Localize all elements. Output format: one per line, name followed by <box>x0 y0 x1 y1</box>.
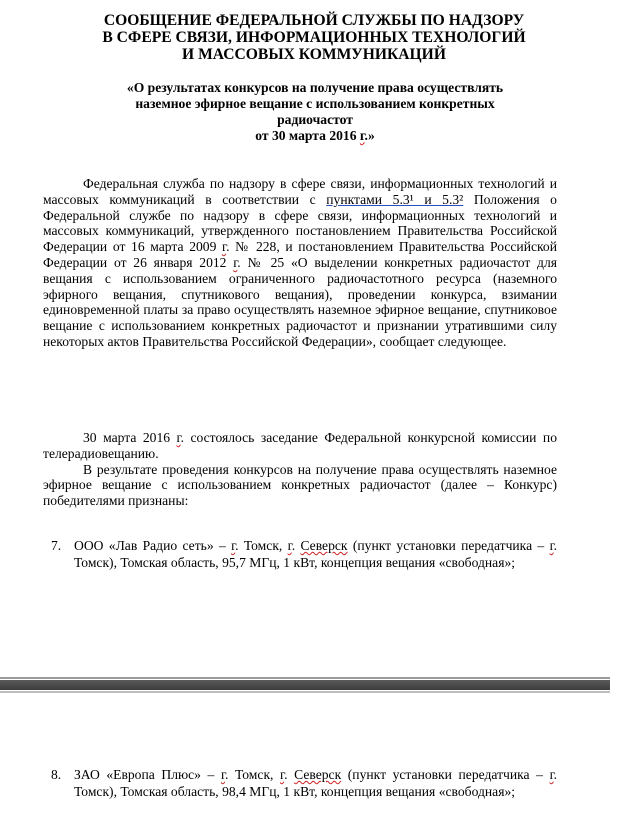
intro-section <box>43 176 557 350</box>
document-header <box>40 12 588 63</box>
spellcheck-word: г <box>549 538 554 553</box>
spellcheck-word: г <box>231 538 236 553</box>
list-number: 7. <box>51 538 62 553</box>
list-number: 8. <box>51 767 62 782</box>
page-break-divider <box>0 680 610 690</box>
subtitle-date: от 30 марта 2016 <box>255 128 360 143</box>
spellcheck-word: Северск <box>300 538 348 553</box>
intro-text-2: Положения о Федеральной службе по надзору в сфере связи, информационных технологий и массовых коммуникаций, утвержденного постановлением Правительства Российской Федерации от 16 марта 2009 <box>43 191 557 255</box>
list-item-text <box>74 537 557 571</box>
item-text: . <box>284 767 295 782</box>
header-title-line3: И МАССОВЫХ КОММУНИКАЦИЙ <box>182 46 446 63</box>
intro-paragraph <box>43 176 557 350</box>
item-text: . <box>291 538 301 553</box>
item-text: (пункт установки передатчика – <box>341 767 550 782</box>
item-text: . Томск, <box>225 767 281 782</box>
spellcheck-word: г <box>549 767 554 782</box>
item-text: ЗАО «Европа Плюс» – <box>74 767 221 782</box>
item-text: (пункт установки передатчика – <box>347 538 550 553</box>
item-text: . Томск), Томская область, 98,4 МГц, 1 кВт, концепция вещания «свободная»; <box>74 767 558 799</box>
results-paragraph: В результате проведения конкурсов на получение права осуществлять наземное эфирное вещание с использованием конкретных радиочастот (далее – Конкурс) победителями признаны: <box>43 461 557 509</box>
subtitle-line4 <box>90 128 540 144</box>
subtitle-end: .» <box>364 128 375 143</box>
spellcheck-word: г <box>222 239 227 255</box>
spellcheck-word: г <box>359 128 365 143</box>
header-title-line1: СООБЩЕНИЕ ФЕДЕРАЛЬНОЙ СЛУЖБЫ ПО НАДЗОРУ <box>103 12 525 29</box>
subtitle-line1: «О результатах конкурсов на получение права осуществлять <box>126 80 504 95</box>
spellcheck-word: г <box>220 767 225 782</box>
spellcheck-word: г <box>280 767 285 782</box>
subtitle-line2: наземное эфирное вещание с использованием конкретных <box>135 96 495 111</box>
list-item <box>43 537 557 571</box>
item-text: ООО «Лав Радио сеть» – <box>74 538 232 553</box>
item-text: . Томск), Томская область, 95,7 МГц, 1 кВт, концепция вещания «свободная»; <box>74 538 558 570</box>
list-item-text <box>74 766 557 800</box>
document-subtitle <box>90 80 540 144</box>
regulation-link[interactable]: пунктами 5.3¹ и 5.3² <box>326 191 464 207</box>
spellcheck-word: Северск <box>294 767 342 782</box>
header-title-line2: В СФЕРЕ СВЯЗИ, ИНФОРМАЦИОННЫХ ТЕХНОЛОГИЙ <box>102 29 526 46</box>
intro-text-1: Федеральная служба по надзору в сфере связи, информационных технологий и массовых коммуникаций в соответствии с <box>43 176 557 207</box>
item-text: . Томск, <box>235 538 288 553</box>
subtitle-line3: радиочастот <box>277 112 353 127</box>
spellcheck-word: г <box>287 538 292 553</box>
spellcheck-word: г <box>233 254 238 270</box>
meeting-section <box>43 430 557 509</box>
page-break-divider-top <box>0 677 610 679</box>
meeting-text-2: . состоялось заседание Федеральной конкурсной комиссии по телерадиовещанию. <box>43 430 558 461</box>
list-item <box>43 766 557 800</box>
meeting-text-1: 30 марта 2016 <box>83 430 177 445</box>
meeting-paragraph <box>43 430 557 462</box>
page-break-divider-bottom <box>0 691 610 693</box>
intro-text-3: . № 228, и постановлением Правительства Российской Федерации от 26 января 2012 <box>43 239 557 270</box>
intro-text-4: . № 25 «О выделении конкретных радиочастот для вещания с использованием ограниченного радиочастотного ресурса (наземного эфирного вещания, спутникового вещания), проведении конкурса, взимании единовременной платы за право осуществлять наземное эфирное вещание, спутниковое вещание с использованием конкретных радиочастот и признании утратившими силу некоторых актов Правительства Российской Федерации», сообщает следующее. <box>43 254 557 349</box>
spellcheck-word: г <box>176 430 181 445</box>
